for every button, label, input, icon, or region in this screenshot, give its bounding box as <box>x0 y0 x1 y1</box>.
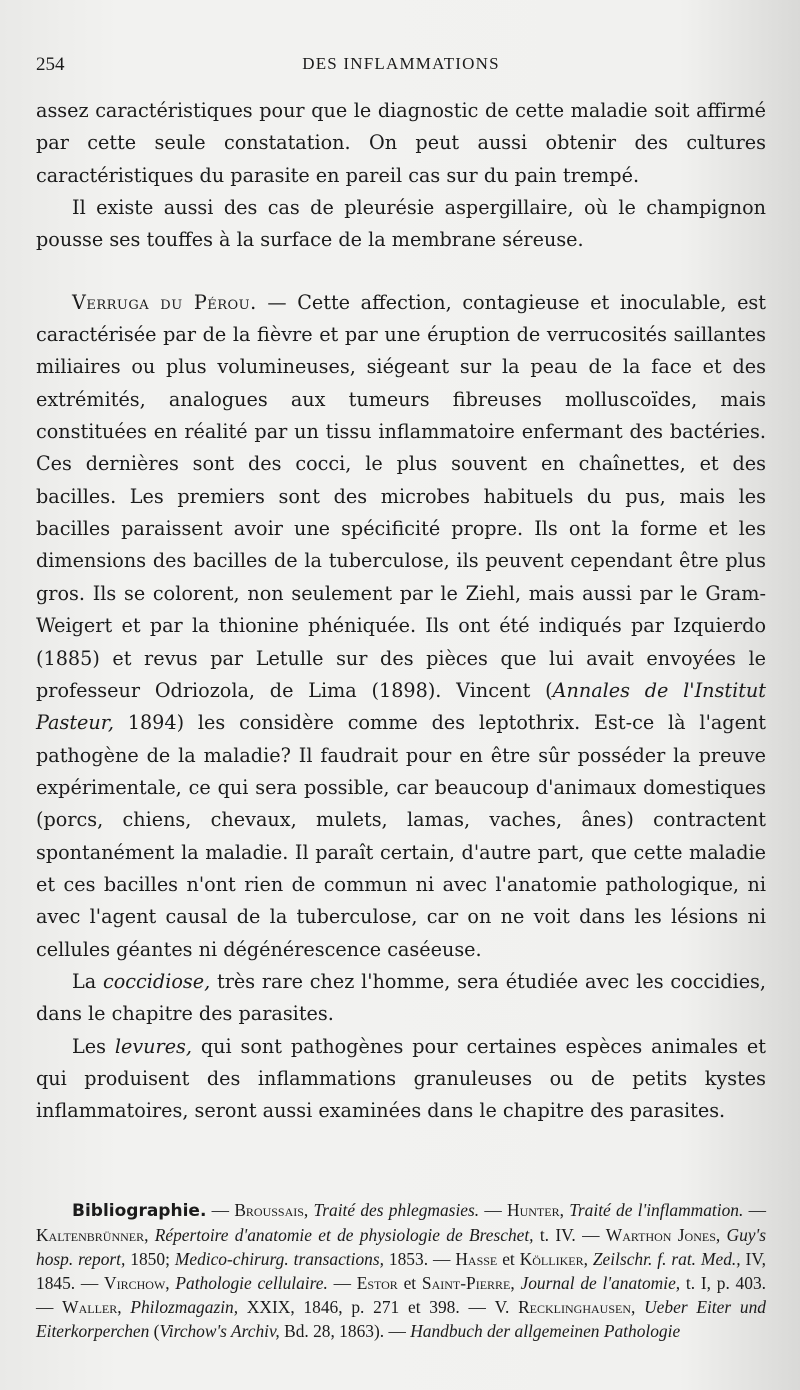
bib-work: Traité de l'inflammation. <box>563 1200 744 1220</box>
verruga-text-part2: 1894) les considère comme des leptothrix. Est-ce là l'agent pathogène de la maladie? Il faudrait pour en être sûr posséder la preuve expérimentale, ce qui sera possible, car beaucoup d'animaux domestiques (porcs, chiens, chevaux, mulets, lamas, vaches, ânes) contractent spontanément la maladie. Il paraît certain, d'autre part, que cette maladie et ces bacilles n'ont rien de commun ni avec l'anatomie pathologique, ni avec l'agent causal de la tuberculose, car on ne voit dans les lésions ni cellules géantes ni dégénérescence caséeuse. <box>36 711 766 961</box>
bib-work: Philozmagazin, <box>121 1297 239 1318</box>
bib-sep: ( <box>149 1321 160 1342</box>
bib-work: Handbuch der allgemeinen Pathologie <box>410 1321 681 1342</box>
coccidiose-text-rest: très rare chez l'homme, sera étudiée avec les coccidies, dans le chapitre des parasites. <box>36 969 766 1026</box>
bib-author: V. Recklinghausen, <box>494 1297 636 1318</box>
page-number: 254 <box>36 54 65 75</box>
bib-sep: 1853. — <box>383 1249 456 1270</box>
bib-sep: — <box>479 1200 508 1220</box>
bib-sep: et <box>497 1249 520 1270</box>
bib-work: Pathologie cellulaire. <box>169 1273 328 1294</box>
bibliography-label: Bibliographie. <box>72 1201 207 1221</box>
bib-sep: et <box>397 1273 422 1294</box>
bib-author: Hasse <box>455 1249 498 1270</box>
bib-work: Virchow's Archiv, <box>159 1321 280 1342</box>
paragraph-levures <box>36 1031 766 1128</box>
verruga-text-part1: — Cette affection, contagieuse et inoculable, est caractérisée par de la fièvre et par une éruption de verrucosités saillantes miliaires ou plus volumineuses, siégeant sur la peau de la face et des extrémités, analogues aux tumeurs fibreuses molluscoïdes, mais constituées en réalité par un tissu inflammatoire enfermant des bactéries. Ces dernières sont des cocci, le plus souvent en chaînettes, et des bacilles. Les premiers sont des microbes habituels du pus, mais les bacilles paraissent avoir une spécificité propre. Ils ont la forme et les dimensions des bacilles de la tuberculose, ils peuvent cependant être plus gros. Ils se colorent, non seulement par le Ziehl, mais aussi par le Gram-Weigert et par la thionine phéniquée. Ils ont été indiqués par Izquierdo (1885) et revus par Letulle sur des pièces que lui avait envoyées le professeur Odriozola, de Lima (1898). Vincent ( <box>36 290 766 702</box>
bib-author: Kölliker, <box>519 1249 588 1270</box>
bib-work: Guy's hosp. report, <box>36 1225 766 1270</box>
bibliography-text <box>36 1198 766 1344</box>
bib-work: Traité des phlegmasies. <box>308 1200 480 1220</box>
bib-author: Warthon Jones, <box>605 1225 721 1246</box>
paragraph-coccidiose <box>36 966 766 1031</box>
bib-sep: XXIX, 1846, p. 271 et 398. — <box>238 1297 495 1318</box>
bib-work: Répertoire d'anatomie et de physiologie de Breschet, <box>148 1225 534 1246</box>
bib-author: Broussais, <box>234 1200 309 1220</box>
bib-author: Estor <box>356 1273 398 1294</box>
bib-sep: — <box>743 1200 766 1220</box>
bib-sep: 1850; <box>125 1249 175 1270</box>
journal-title: Annales de l'Institut Pasteur, <box>36 678 766 735</box>
bib-work: Ueber Eiter und Eiterkorperchen <box>36 1297 766 1342</box>
bib-sep: — <box>327 1273 357 1294</box>
bib-author: Hunter, <box>507 1200 564 1220</box>
bibliography <box>36 1198 766 1344</box>
bib-author: Virchow, <box>104 1273 170 1294</box>
bib-sep: t. I, p. 403. — <box>36 1273 766 1318</box>
bib-work: Medico-chirurg. transactions, <box>174 1249 384 1270</box>
coccidiose-text-lead: La <box>72 969 103 993</box>
term-coccidiose: coccidiose, <box>102 969 211 993</box>
bib-sep: IV, 1845. — <box>36 1249 766 1294</box>
paragraph-verruga <box>36 287 766 966</box>
bib-author: Kaltenbrünner, <box>36 1225 149 1246</box>
bib-sep: Bd. 28, 1863). — <box>279 1321 411 1342</box>
term-levures: levures, <box>114 1034 192 1058</box>
bib-author: Saint-Pierre, <box>421 1273 515 1294</box>
paragraph-aspergillar-pleurisy: Il existe aussi des cas de pleurésie aspergillaire, où le champignon pousse ses touffes à la surface de la membrane séreuse. <box>36 196 766 252</box>
bib-work: Journal de l'anatomie, <box>514 1273 681 1294</box>
running-title: DES INFLAMMATIONS <box>302 54 500 73</box>
bib-author: Waller, <box>62 1297 122 1318</box>
bib-work: Zeilschr. f. rat. Med., <box>587 1249 741 1270</box>
paragraph-aspergillosis-diagnosis: assez caractéristiques pour que le diagnostic de cette maladie soit affirmé par cette seule constatation. On peut aussi obtenir des cultures caractéristiques du parasite en pareil cas sur du pain trempé. <box>36 99 766 187</box>
bib-sep: t. IV. — <box>533 1225 606 1246</box>
levures-text-lead: Les <box>72 1034 115 1058</box>
section-heading-verruga: Verruga du Pérou. <box>72 290 257 314</box>
body-text <box>36 95 766 1128</box>
levures-text-rest: qui sont pathogènes pour certaines espèces animales et qui produisent des inflammations granuleuses ou de petits kystes inflammatoires, seront aussi examinées dans le chapitre des parasites. <box>36 1034 766 1123</box>
page-header <box>36 52 766 80</box>
bib-sep: — <box>206 1200 235 1220</box>
